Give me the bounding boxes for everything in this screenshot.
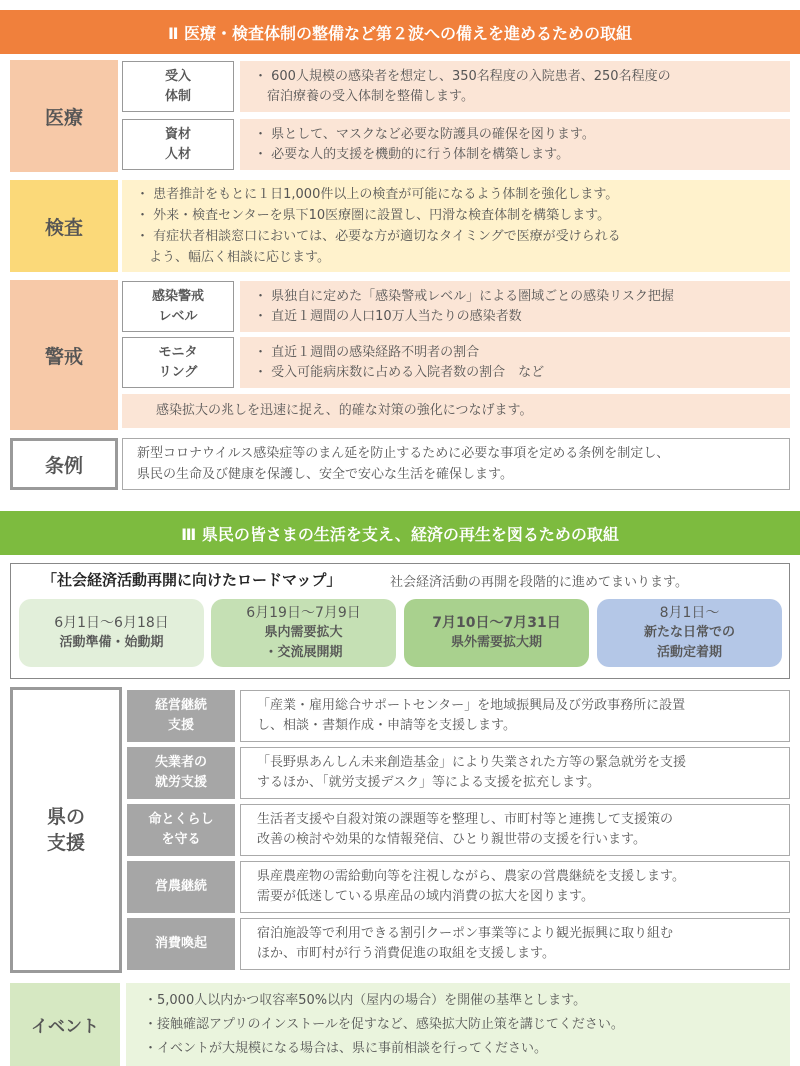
text-line: ・ 直近１週間の感染経路不明者の割合 (254, 344, 480, 360)
roadmap-subtitle: 社会経済活動の再開を段階的に進めてまいります。 (390, 575, 688, 590)
roadmap-phase-4 (597, 599, 782, 667)
text-line: ・ 受入可能病床数に占める入院者数の割合 など (254, 364, 545, 380)
jorei-label: 条例 (44, 454, 83, 477)
jorei-content (122, 438, 790, 490)
phase-name: 県外需要拡大期 (450, 635, 542, 650)
phase-name: 活動準備・始動期 (59, 635, 164, 650)
section3-banner (0, 511, 800, 555)
phase-date: 7月10日～7月31日 (432, 615, 561, 631)
section2-banner (0, 10, 800, 54)
phase-date: 6月19日～7月9日 (246, 605, 361, 621)
section3-title: Ⅲ 県民の皆さまの生活を支え、経済の再生を図るための取組 (181, 524, 619, 544)
support-label-keiei: 経営継続 支援 (127, 690, 235, 742)
support-category: 県の 支援 (10, 687, 122, 973)
iryo-content-shizai (240, 119, 790, 170)
text-line: ・ 県として、マスクなど必要な防護具の確保を図ります。 (254, 126, 595, 142)
text-line: ・ 有症状者相談窓口においては、必要な方が適切なタイミングで医療が受けられる (136, 229, 621, 244)
support-content-shitsugyo (240, 747, 790, 799)
text-line: ・ 600人規模の感染者を想定し、350名程度の入院患者、250名程度の (254, 68, 671, 84)
iryo-content-ukeire (240, 61, 790, 112)
iryo-sub-ukeire: 受入 体制 (122, 61, 234, 112)
support-label-shohi: 消費喚起 (127, 918, 235, 970)
text-line: 感染拡大の兆しを迅速に捉え、的確な対策の強化につなげます。 (156, 403, 533, 418)
text-line: ・ 直近１週間の人口10万人当たりの感染者数 (254, 308, 522, 324)
roadmap-phase-3 (404, 599, 589, 667)
kensa-content (122, 180, 790, 272)
text-line: 新型コロナウイルス感染症等のまん延を防止するために必要な事項を定める条例を制定し、 (137, 446, 670, 461)
jorei-category (10, 438, 118, 490)
section2-title: Ⅱ 医療・検査体制の整備など第２波への備えを進めるための取組 (167, 23, 633, 43)
text-line: するほか、「就労支援デスク」等による支援を拡充します。 (257, 775, 600, 790)
roadmap-phase-2 (211, 599, 396, 667)
text-line: ・ 外来・検査センターを県下10医療圏に設置し、円滑な検査体制を構築します。 (136, 208, 611, 223)
roadmap-phase-1 (19, 599, 204, 667)
event-category (10, 983, 120, 1066)
text-line: ・イベントが大規模になる場合は、県に事前相談を行ってください。 (144, 1040, 548, 1056)
support-label-shitsugyo: 失業者の 就労支援 (127, 747, 235, 799)
iryo-label: 医療 (44, 106, 83, 129)
keikai-content-monitoring (240, 337, 790, 388)
text-line: し、相談・書類作成・申請等を支援します。 (257, 718, 516, 733)
phase-date: 6月1日～6月18日 (54, 615, 169, 631)
phase-date: 8月1日～ (659, 605, 720, 621)
text-line: ・5,000人以内かつ収容率50%以内（屋内の場合）を開催の基準とします。 (144, 992, 587, 1008)
phase-name: 県内需要拡大 ・交流展開期 (264, 625, 343, 660)
text-line: ・接触確認アプリのインストールを促すなど、感染拡大防止策を講じてください。 (144, 1016, 624, 1032)
text-line: 宿泊療養の受入体制を整備します。 (254, 88, 474, 104)
keikai-label: 警戒 (44, 345, 83, 368)
support-content-einou (240, 861, 790, 913)
text-line: よう、幅広く相談に応じます。 (136, 250, 330, 265)
support-content-keiei (240, 690, 790, 742)
text-line: 改善の検討や効果的な情報発信、ひとり親世帯の支援を行います。 (257, 832, 646, 847)
roadmap-title: 「社会経済活動再開に向けたロードマップ」 (42, 571, 342, 589)
text-line: ・ 県独自に定めた「感染警戒レベル」による圏域ごとの感染リスク把握 (254, 288, 674, 304)
support-content-shohi (240, 918, 790, 970)
event-label: イベント (31, 1017, 99, 1037)
support-content-inochi (240, 804, 790, 856)
text-line: 生活者支援や自殺対策の課題等を整理し、市町村等と連携して支援策の (257, 812, 674, 827)
keikai-sub-level: 感染警戒 レベル (122, 281, 234, 332)
keikai-note (122, 394, 790, 428)
kensa-category (10, 180, 118, 272)
text-line: ほか、市町村が行う消費促進の取組を支援します。 (257, 946, 555, 961)
text-line: 県民の生命及び健康を保護し、安全で安心な生活を確保します。 (137, 467, 513, 482)
iryo-sub-shizai: 資材 人材 (122, 119, 234, 170)
text-line: 宿泊施設等で利用できる割引クーポン事業等により観光振興に取り組む (257, 926, 674, 941)
text-line: ・ 必要な人的支援を機動的に行う体制を構築します。 (254, 146, 570, 162)
support-label-inochi: 命とくらし を守る (127, 804, 235, 856)
keikai-category (10, 280, 118, 430)
text-line: ・ 患者推計をもとに１日1,000件以上の検査が可能になるよう体制を強化します。 (136, 187, 619, 202)
phase-name: 新たな日常での 活動定着期 (643, 625, 735, 660)
keikai-sub-monitoring: モニタ リング (122, 337, 234, 388)
event-content (126, 983, 790, 1066)
keikai-content-level (240, 281, 790, 332)
kensa-label: 検査 (44, 216, 83, 239)
text-line: 需要が低迷している県産品の域内消費の拡大を図ります。 (257, 889, 594, 904)
support-label-einou: 営農継続 (127, 861, 235, 913)
text-line: 「産業・雇用総合サポートセンター」を地域振興局及び労政事務所に設置 (257, 698, 686, 713)
text-line: 「長野県あんしん未来創造基金」により失業された方等の緊急就労を支援 (257, 755, 687, 770)
text-line: 県産農産物の需給動向等を注視しながら、農家の営農継続を支援します。 (257, 869, 685, 884)
iryo-category (10, 60, 118, 172)
